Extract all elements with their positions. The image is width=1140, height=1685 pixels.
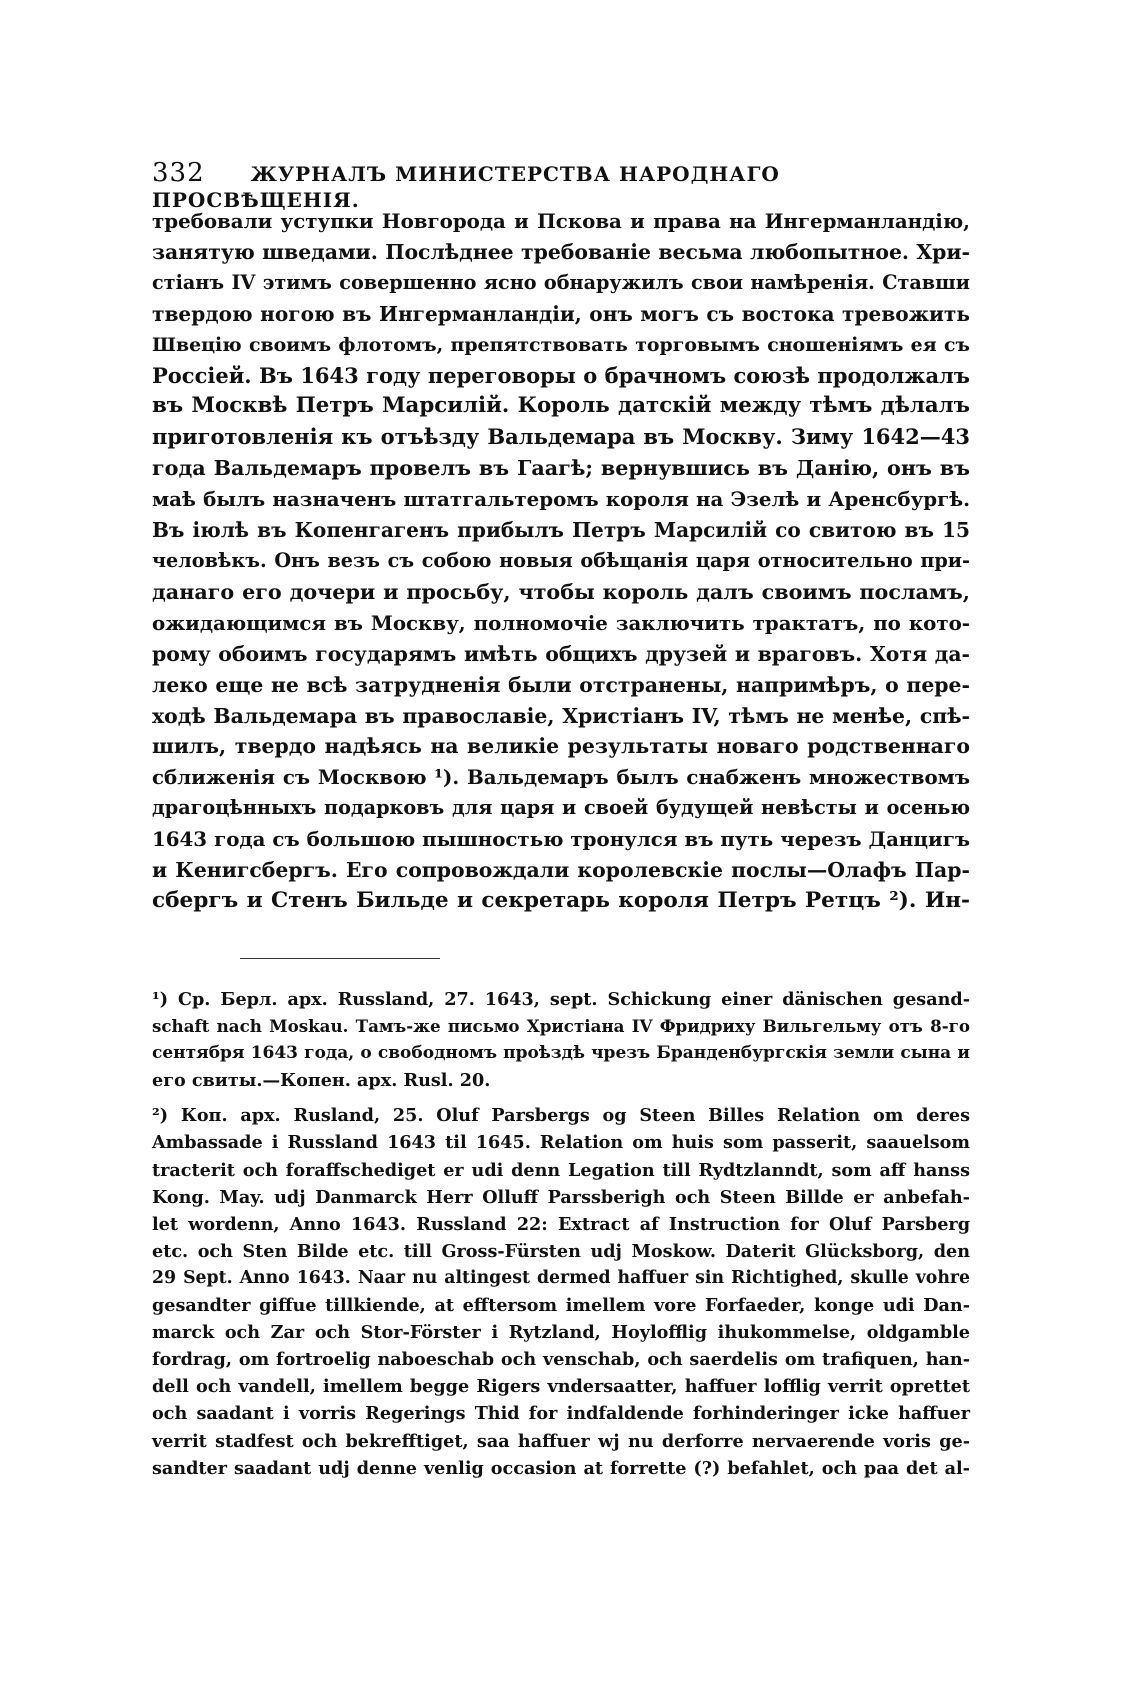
footnote-line: sandter saadant udj denne venlig occasion at forrette (?) befahlet, och paa det al- [152,1457,970,1479]
footnote-line: gesandter giffue tillkiende, at efftersom imellem vore Forfaeder, konge udi Dan- [152,1295,970,1317]
text-line: драгоцѣнныхъ подарковъ для царя и своей будущей невѣсты и осенью [152,796,970,820]
main-text [152,206,970,917]
text-line: въ Москвѣ Петръ Марсилій. Король датскій между тѣмъ дѣлалъ [152,393,970,419]
text-line: человѣкъ. Онъ везъ съ собою новыя обѣщанія царя относительно при- [152,548,970,572]
footnote-line: marck och Zar och Stor-Förster i Rytzland, Hoylofflig ihukommelse, oldgamble [152,1322,970,1344]
footnote-line: ¹) Ср. Берл. арх. Russland, 27. 1643, sept. Schickung einer dänischen gesand- [152,989,970,1010]
footnote-divider [240,958,440,959]
text-line: рому обоимъ государямъ имѣть общихъ друзей и враговъ. Хотя да- [152,641,970,666]
text-line: года Вальдемаръ провелъ въ Гаагѣ; вернувшись въ Данію, онъ въ [152,456,970,481]
footnote-1 [152,986,970,1094]
text-line: Швецію своимъ флотомъ, препятствовать торговымъ сношеніямъ ея съ [152,333,970,356]
text-line: Россіей. Въ 1643 году переговоры о брачномъ союзѣ продолжалъ [152,362,970,388]
footnote-line: его свиты.—Копен. арх. Rusl. 20. [152,1070,491,1092]
text-line: сближенія съ Москвою ¹). Вальдемаръ былъ снабженъ множествомъ [152,765,970,790]
footnote-line: etc. och Sten Bilde etc. till Gross-Fürsten udj Moskow. Daterit Glücksborg, den [152,1240,970,1262]
text-line: шилъ, твердо надѣясь на великіе результаты новаго родственнаго [152,734,970,759]
text-line: ходѣ Вальдемара въ православіе, Христіанъ IV, тѣмъ не менѣе, спѣ- [152,703,970,728]
footnote-2 [152,1102,970,1481]
text-line: данаго его дочери и просьбу, чтобы король далъ своимъ посламъ, [152,579,970,604]
footnote-line: ²) Коп. арх. Rusland, 25. Oluf Parsbergs og Steen Billes Relation om deres [152,1105,970,1127]
text-line: твердою ногою въ Ингерманландіи, онъ могъ съ востока тревожить [152,301,970,326]
text-line: сбергъ и Стенъ Бильде и секретарь короля Петръ Ретцъ ²). Ин- [152,887,970,913]
footnote-line: Ambassade i Russland 1643 til 1645. Relation om huis som passerit, saauelsom [152,1132,970,1154]
footnote-line: verrit stadfest och bekrefftiget, saa haffuer wj nu derforre nervaerende voris ge- [152,1430,970,1452]
text-line: Въ іюлѣ въ Копенгагенъ прибылъ Петръ Марсилій со свитою въ 15 [152,518,970,543]
footnote-line: Kong. May. udj Danmarck Herr Olluff Parssberigh och Steen Billde er anbefah- [152,1186,970,1208]
running-title: ЖУРНАЛЪ МИНИСТЕРСТВА НАРОДНАГО ПРОСВѢЩЕНІЯ. [152,162,780,212]
footnote-line: tracterit och foraffschediget er udi denn Legation till Rydtzlanndt, som aff hanss [152,1159,970,1181]
text-line: леко еще не всѣ затрудненія были отстранены, напримѣръ, о пере- [152,672,970,697]
text-line: маѣ былъ назначенъ штатгальтеромъ короля на Эзелѣ и Аренсбургѣ. [152,487,970,512]
text-line: требовали уступки Новгорода и Пскова и права на Ингерманландію, [152,209,970,233]
footnote-line: 29 Sept. Anno 1643. Naar nu altingest dermed haffuer sin Richtighed, skulle vohre [152,1267,970,1288]
text-line: стіанъ IV этимъ совершенно ясно обнаружилъ свои намѣренія. Ставши [152,270,970,294]
text-line: 1643 года съ большою пышностью тронулся въ путь черезъ Данцигъ [152,827,970,852]
footnotes [152,986,970,1482]
footnote-line: сентября 1643 года, о свободномъ проѣздѣ чрезъ Бранденбургскія земли сына и [152,1043,970,1064]
text-line: занятую шведами. Послѣднее требованіе весьма любопытное. Хри- [152,239,970,264]
text-line: приготовленія къ отъѣзду Вальдемара въ Москву. Зиму 1642—43 [152,424,970,450]
running-header [152,158,972,212]
page-number: 332 [152,158,205,188]
text-line: и Кенигсбергъ. Его сопровождали королевскіе послы—Олафъ Пар- [152,858,970,883]
text-line: ожидающимся въ Москву, полномочіе заключить трактатъ, по кото- [152,610,970,635]
footnote-line: schaft nach Moskau. Тамъ-же письмо Христіана IV Фридриху Вильгельму отъ 8-го [152,1016,970,1037]
footnote-line: fordrag, om fortroelig naboeschab och venschab, och saerdelis om trafiquen, han- [152,1349,970,1371]
footnote-line: dell och vandell, imellem begge Rigers vndersaatter, haffuer lofflig verrit oprettet [152,1376,970,1398]
footnote-line: let wordenn, Anno 1643. Russland 22: Extract af Instruction for Oluf Parsberg [152,1213,970,1235]
footnote-line: och saadant i vorris Regerings Thid for indfaldende forhinderinger icke haffuer [152,1403,970,1425]
